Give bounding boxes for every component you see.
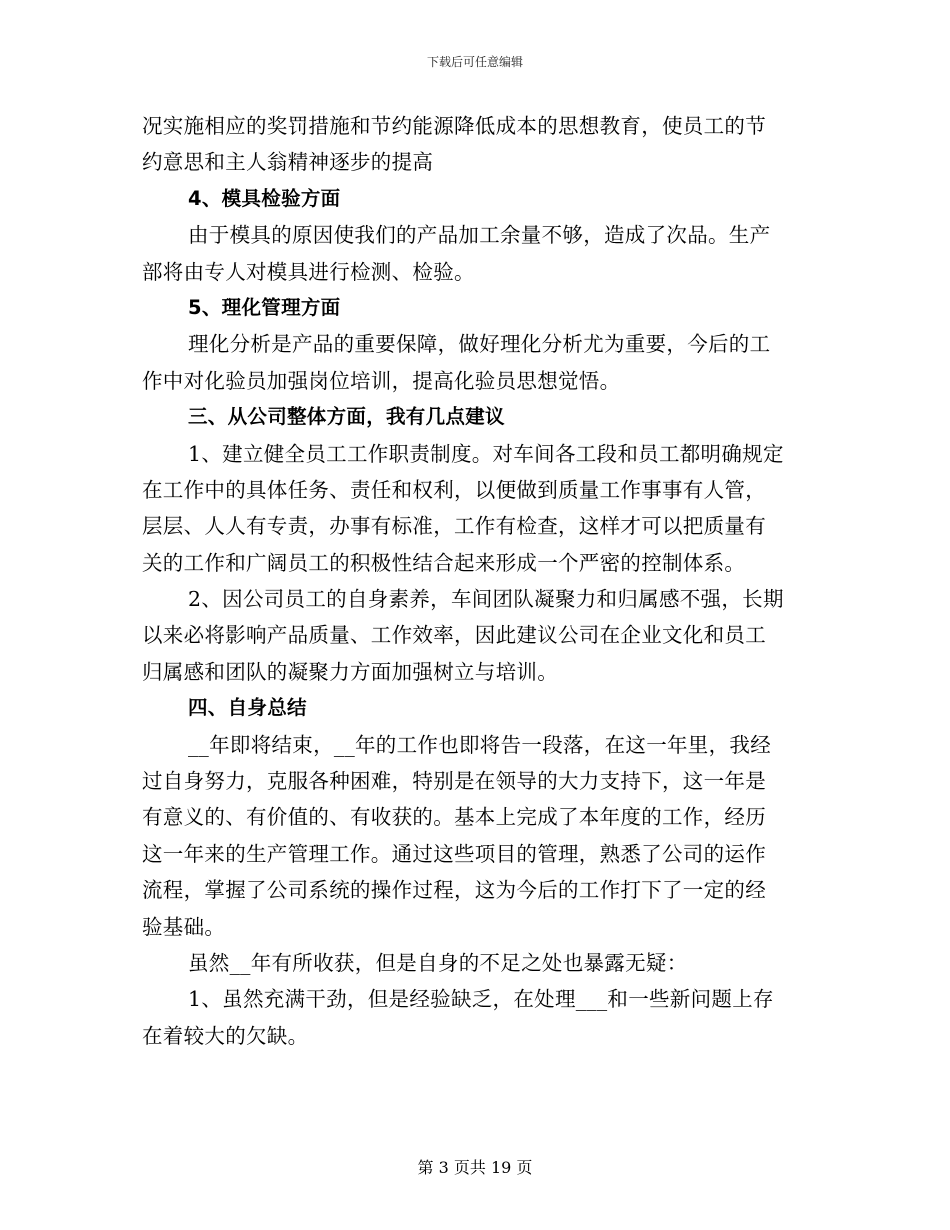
section-heading: 三、从公司整体方面，我有几点建议 bbox=[188, 405, 505, 429]
paragraph-line: 在工作中的具体任务、责任和权利，以便做到质量工作事事有人管， bbox=[142, 477, 766, 502]
page-number-footer: 第 3 页共 19 页 bbox=[417, 1158, 533, 1177]
paragraph-line: 在着较大的欠缺。 bbox=[142, 1023, 309, 1048]
paragraph-line: 1、建立健全员工工作职责制度。对车间各工段和员工都明确规定 bbox=[188, 441, 784, 466]
page-header-note: 下载后可任意编辑 bbox=[426, 55, 523, 69]
paragraph-line: 2、因公司员工的自身素养，车间团队凝聚力和归属感不强，长期 bbox=[188, 587, 784, 612]
paragraph-line: 有意义的、有价值的、有收获的。基本上完成了本年度的工作，经历 bbox=[142, 805, 766, 830]
paragraph-line: 以来必将影响产品质量、工作效率，因此建议公司在企业文化和员工 bbox=[142, 623, 766, 648]
paragraph-line: 由于模具的原因使我们的产品加工余量不够，造成了次品。生产 bbox=[188, 223, 771, 248]
paragraph-line: 况实施相应的奖罚措施和节约能源降低成本的思想教育，使员工的节 bbox=[142, 114, 766, 138]
document-body bbox=[142, 108, 804, 1054]
paragraph-line: 这一年来的生产管理工作。通过这些项目的管理，熟悉了公司的运作 bbox=[142, 841, 766, 866]
paragraph-line: 归属感和团队的凝聚力方面加强树立与培训。 bbox=[142, 659, 558, 684]
paragraph-line: 虽然__年有所收获，但是自身的不足之处也暴露无疑： bbox=[188, 950, 688, 975]
section-heading: 5、理化管理方面 bbox=[188, 295, 341, 319]
paragraph-line: 关的工作和广阔员工的积极性结合起来形成一个严密的控制体系。 bbox=[142, 550, 746, 575]
section-heading: 四、自身总结 bbox=[188, 696, 307, 720]
paragraph-line: 层层、人人有专责，办事有标准，工作有检查，这样才可以把质量有 bbox=[142, 514, 766, 539]
section-heading: 4、模具检验方面 bbox=[188, 186, 341, 210]
paragraph-line: 1、虽然充满干劲，但是经验缺乏，在处理___和一些新问题上存 bbox=[188, 987, 774, 1012]
paragraph-line: 验基础。 bbox=[142, 914, 226, 939]
paragraph-line: 理化分析是产品的重要保障，做好理化分析尤为重要，今后的工 bbox=[188, 332, 771, 357]
paragraph-line: 作中对化验员加强岗位培训，提高化验员思想觉悟。 bbox=[142, 368, 621, 393]
paragraph-line: 过自身努力，克服各种困难，特别是在领导的大力支持下，这一年是 bbox=[142, 769, 766, 794]
paragraph-line: 流程，掌握了公司系统的操作过程，这为今后的工作打下了一定的经 bbox=[142, 878, 766, 903]
paragraph-line: __年即将结束，__年的工作也即将告一段落，在这一年里，我经 bbox=[188, 732, 771, 757]
paragraph-line: 约意思和主人翁精神逐步的提高 bbox=[142, 150, 434, 175]
paragraph-line: 部将由专人对模具进行检测、检验。 bbox=[142, 259, 475, 284]
